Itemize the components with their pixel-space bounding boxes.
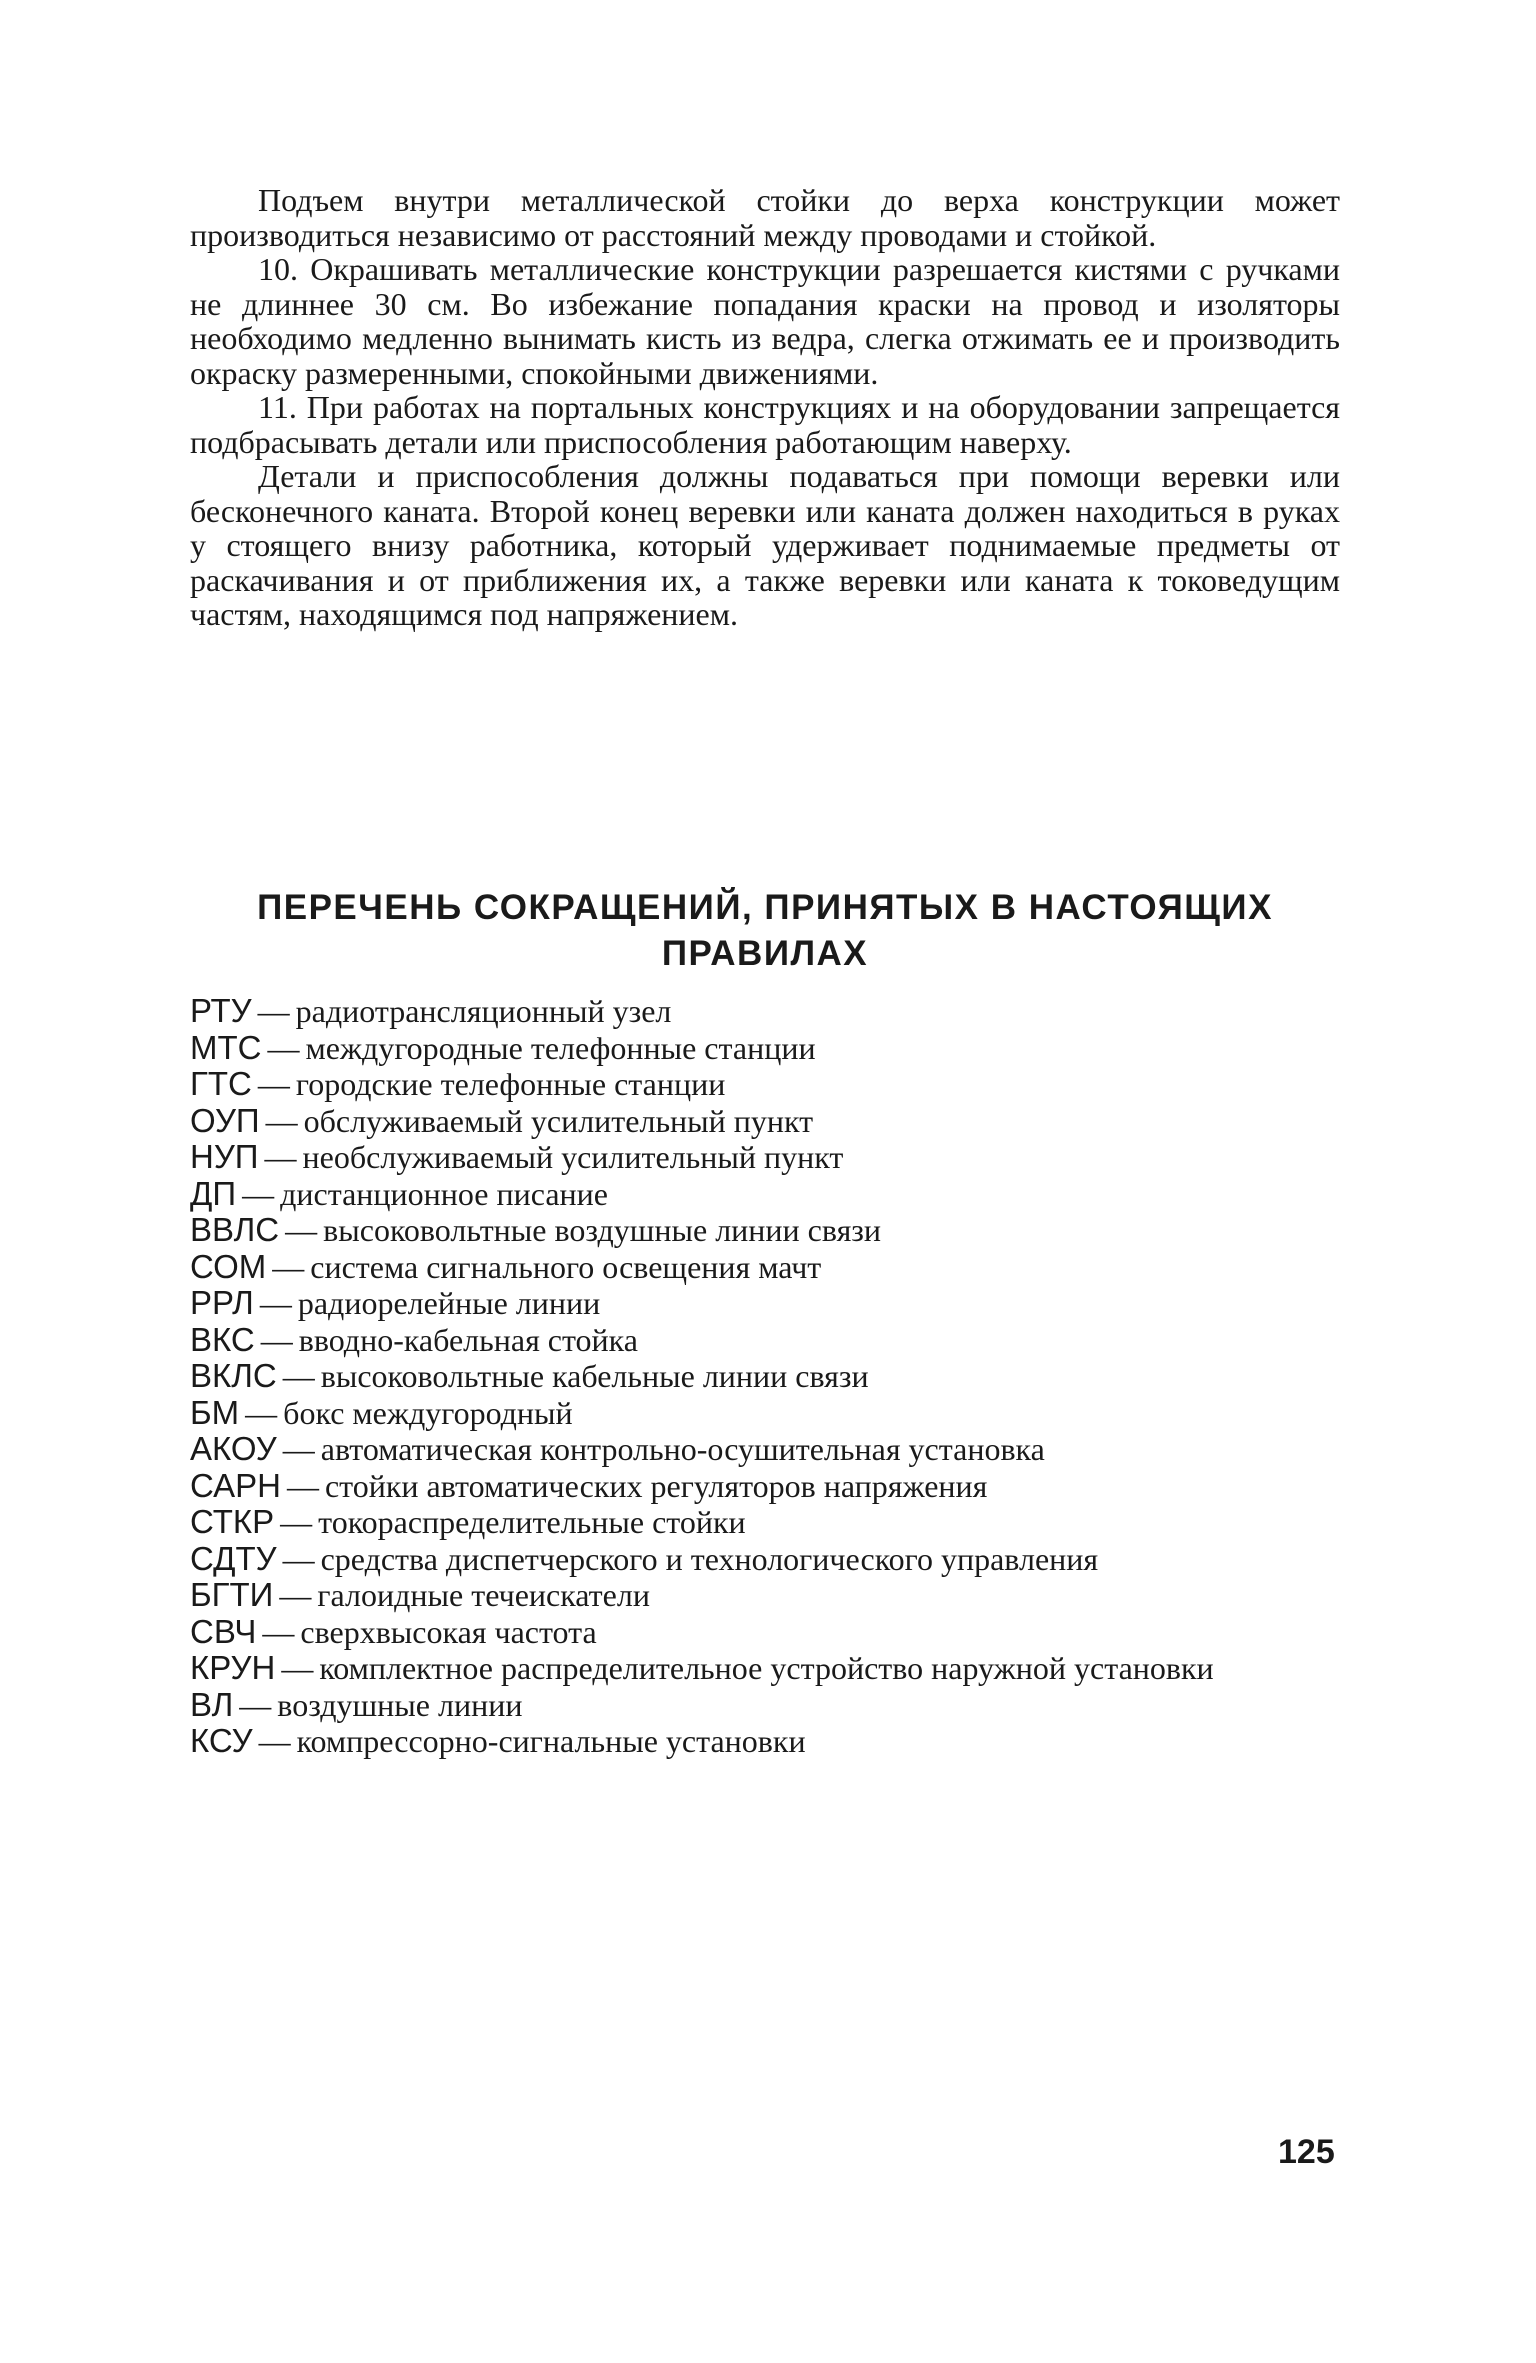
abbreviation-code: КСУ [190, 1722, 253, 1759]
dash: — [265, 1102, 298, 1139]
list-item [190, 1103, 1340, 1140]
abbreviation-code: ГТС [190, 1065, 252, 1102]
abbreviation-meaning: высоковольтные воздушные линии связи [323, 1212, 882, 1248]
abbreviation-code: ВКЛС [190, 1357, 277, 1394]
dash: — [267, 1029, 300, 1066]
abbreviation-meaning: необслуживаемый усилительный пункт [302, 1139, 844, 1175]
abbreviation-meaning: средства диспетчерского и технологического управления [320, 1540, 1099, 1577]
abbreviation-meaning: воздушные линии [277, 1686, 523, 1723]
abbreviation-meaning: городские телефонные станции [295, 1066, 726, 1102]
abbreviation-meaning: стойки автоматических регуляторов напряжения [324, 1467, 988, 1504]
dash: — [279, 1577, 312, 1613]
abbreviation-code: ВЛ [190, 1685, 234, 1723]
abbreviation-code: СВЧ [190, 1612, 257, 1650]
abbreviation-meaning: автоматическая контрольно-осушительная установка [320, 1431, 1045, 1467]
dash: — [242, 1175, 275, 1212]
paragraph-item-10: 10. Окрашивать металлические конструкции разрешается кистями с ручками не длиннее 30 см. Во избежание попадания краски на провод и изоляторы необходимо медленно вынимать кисть из ведра, слегка отжимать ее и производить окраску размеренными, спокойными движениями. [190, 251, 1340, 391]
abbreviation-code: РРЛ [190, 1284, 254, 1321]
abbreviation-code: ДП [190, 1174, 237, 1212]
list-item [190, 993, 1340, 1030]
abbreviation-list [190, 993, 1340, 1760]
dash: — [262, 1613, 295, 1650]
abbreviation-code: ВКС [190, 1320, 255, 1358]
list-item [190, 1650, 1340, 1687]
abbreviation-code: СТКР [190, 1503, 275, 1540]
list-item [190, 1249, 1340, 1286]
abbreviation-code: РТУ [190, 992, 252, 1029]
section-heading: ПЕРЕЧЕНЬ СОКРАЩЕНИЙ, ПРИНЯТЫХ В НАСТОЯЩИХ ПРАВИЛАХ [257, 888, 1273, 973]
list-item [190, 1176, 1340, 1213]
dash: — [260, 1321, 293, 1358]
dash: — [257, 993, 290, 1029]
abbreviation-meaning: бокс междугородный [283, 1394, 573, 1431]
list-item [190, 1030, 1340, 1067]
abbreviation-code: СОМ [190, 1247, 267, 1285]
list-item [190, 1541, 1340, 1578]
abbreviation-meaning: токораспределительные стойки [318, 1504, 746, 1540]
dash: — [258, 1723, 291, 1759]
abbreviation-code: КРУН [190, 1649, 276, 1686]
abbreviation-meaning: высоковольтные кабельные линии связи [320, 1358, 869, 1394]
list-item [190, 1723, 1340, 1760]
list-item [190, 1358, 1340, 1395]
list-item [190, 1212, 1340, 1249]
body-text [190, 183, 1340, 632]
page-number: 125 [1278, 2133, 1335, 2171]
abbreviation-meaning: дистанционное писание [280, 1175, 608, 1212]
abbreviation-meaning: вводно-кабельная стойка [298, 1321, 638, 1358]
abbreviation-meaning: галоидные течеискатели [317, 1577, 650, 1613]
abbreviation-code: БМ [190, 1393, 240, 1431]
abbreviation-meaning: комплектное распределительное устройство наружной установки [319, 1650, 1214, 1686]
abbreviation-code: МТС [190, 1028, 262, 1066]
paragraph-rope-delivery: Детали и приспособления должны подаваться при помощи веревки или бесконечного каната. Второй конец веревки или каната должен находиться в руках у стоящего внизу работника, который удерживает поднимаемые предметы от раскачивания и от приближения их, а также веревки или каната к токоведущим частям, находящимся под напряжением. [190, 458, 1340, 632]
abbreviation-meaning: радиорелейные линии [297, 1285, 601, 1321]
list-item [190, 1577, 1340, 1614]
list-item [190, 1285, 1340, 1322]
dash: — [272, 1248, 305, 1285]
dash: — [285, 1212, 318, 1248]
list-item [190, 1139, 1340, 1176]
dash: — [259, 1285, 292, 1321]
abbreviation-code: САРН [190, 1466, 281, 1504]
abbreviation-code: ВВЛС [190, 1211, 280, 1248]
dash: — [280, 1504, 313, 1540]
abbreviation-meaning: система сигнального освещения мачт [310, 1248, 822, 1285]
list-item [190, 1468, 1340, 1505]
dash: — [282, 1540, 315, 1577]
abbreviation-code: АКОУ [190, 1430, 277, 1467]
list-item [190, 1066, 1340, 1103]
abbreviation-meaning: сверхвысокая частота [300, 1613, 597, 1650]
abbreviation-code: БГТИ [190, 1576, 274, 1613]
abbreviation-meaning: радиотрансляционный узел [295, 993, 672, 1029]
dash: — [286, 1467, 319, 1504]
abbreviation-code: ОУП [190, 1101, 260, 1139]
dash: — [239, 1686, 272, 1723]
list-item [190, 1687, 1340, 1724]
dash: — [282, 1431, 315, 1467]
list-item [190, 1322, 1340, 1359]
list-item [190, 1431, 1340, 1468]
paragraph-item-11: 11. При работах на портальных конструкциях и на оборудовании запрещается подбрасывать детали или приспособления работающим наверху. [190, 389, 1340, 460]
abbreviation-code: СДТУ [190, 1539, 277, 1577]
dash: — [257, 1066, 290, 1102]
dash: — [281, 1650, 314, 1686]
list-item [190, 1504, 1340, 1541]
list-item [190, 1395, 1340, 1432]
abbreviation-meaning: обслуживаемый усилительный пункт [303, 1102, 814, 1139]
abbreviation-meaning: компрессорно-сигнальные установки [296, 1723, 806, 1759]
dash: — [264, 1139, 297, 1175]
paragraph-stand-lifting: Подъем внутри металлической стойки до верха конструкции может производиться независимо от расстояний между проводами и стойкой. [190, 182, 1340, 253]
dash: — [282, 1358, 315, 1394]
list-item [190, 1614, 1340, 1651]
abbreviation-meaning: междугородные телефонные станции [305, 1029, 816, 1066]
dash: — [245, 1394, 278, 1431]
abbreviation-code: НУП [190, 1138, 259, 1175]
